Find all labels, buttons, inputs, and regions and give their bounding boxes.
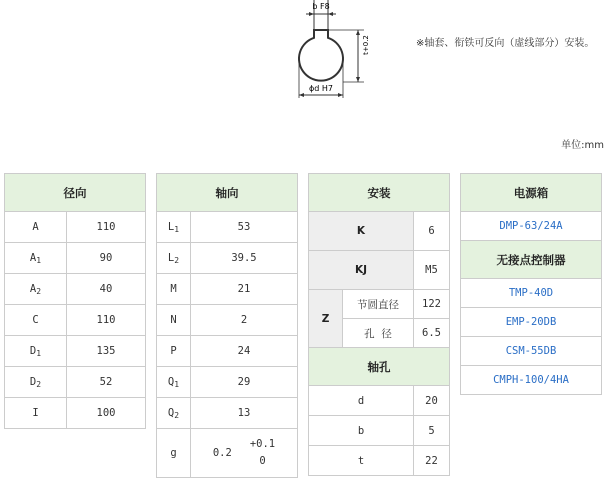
- k-label: K: [309, 212, 414, 251]
- dimension-name: $D_2$: [5, 367, 67, 398]
- table-row-g: [157, 429, 298, 478]
- hole-diameter-value: 6.5: [414, 319, 450, 348]
- table-row: [5, 243, 146, 274]
- dimension-name: P: [157, 336, 191, 367]
- table-row: [157, 367, 298, 398]
- dimension-value: 20: [414, 386, 450, 416]
- dimension-name: $Q_1$: [157, 367, 191, 398]
- radial-table: [4, 173, 146, 429]
- keyway-diagram: [290, 0, 380, 100]
- table-row: [157, 274, 298, 305]
- pitch-circle-value: 122: [414, 290, 450, 319]
- table-row: [309, 416, 450, 446]
- dimension-value: 135: [67, 336, 146, 367]
- dimension-value: 29: [191, 367, 298, 398]
- dimension-name: $D_1$: [5, 336, 67, 367]
- radial-title: 径向: [5, 174, 146, 212]
- table-row: [309, 446, 450, 476]
- dimension-name: $A_2$: [5, 274, 67, 305]
- table-row: [157, 243, 298, 274]
- dimension-name: d: [309, 386, 414, 416]
- tolerance: [250, 436, 275, 470]
- controller-model-link[interactable]: CMPH-100/4HA: [461, 366, 602, 395]
- dimension-value: 24: [191, 336, 298, 367]
- dimension-value: 90: [67, 243, 146, 274]
- install-table: [308, 173, 450, 476]
- table-row: [461, 279, 602, 308]
- table-row: [461, 366, 602, 395]
- dimension-value: 5: [414, 416, 450, 446]
- dimension-value: 53: [191, 212, 298, 243]
- contactless-controller-title: 无接点控制器: [461, 241, 602, 279]
- controller-model-link[interactable]: CSM-55DB: [461, 337, 602, 366]
- table-row: [5, 274, 146, 305]
- dimension-name: M: [157, 274, 191, 305]
- table-row: [461, 308, 602, 337]
- table-row: [309, 386, 450, 416]
- dimension-name: $A_1$: [5, 243, 67, 274]
- dimension-name: b: [309, 416, 414, 446]
- tolerance-upper: +0.1: [249, 438, 276, 450]
- table-row: [157, 336, 298, 367]
- dimension-value: 22: [414, 446, 450, 476]
- dimension-name: $L_2$: [157, 243, 191, 274]
- t-label: t+0.2: [362, 35, 370, 55]
- dimension-value: 52: [67, 367, 146, 398]
- z-label: Z: [309, 290, 343, 348]
- table-row: [5, 398, 146, 429]
- dimension-name: $L_1$: [157, 212, 191, 243]
- kj-label: KJ: [309, 251, 414, 290]
- dimension-value: 39.5: [191, 243, 298, 274]
- dimension-name: N: [157, 305, 191, 336]
- power-box-title: 电源箱: [461, 174, 602, 212]
- shaft-hole-title: 轴孔: [309, 348, 450, 386]
- dimension-name: I: [5, 398, 67, 429]
- dimension-value: 100: [67, 398, 146, 429]
- table-row: [5, 212, 146, 243]
- dimension-value: 21: [191, 274, 298, 305]
- axial-table: [156, 173, 298, 478]
- table-row: [5, 367, 146, 398]
- unit-label: 单位:mm: [561, 140, 604, 151]
- dimension-value: 40: [67, 274, 146, 305]
- mounting-note: ※轴套、衔铁可反向（虚线部分）安装。: [416, 38, 595, 49]
- tolerance-lower: 0: [259, 455, 266, 467]
- table-row: [309, 290, 450, 319]
- controller-model-link[interactable]: EMP-20DB: [461, 308, 602, 337]
- d-label: ϕd H7: [308, 84, 334, 93]
- table-row: [5, 336, 146, 367]
- controller-table: [460, 173, 602, 395]
- dimension-value: 0.2: [212, 447, 232, 459]
- table-row: [461, 337, 602, 366]
- kj-value: M5: [414, 251, 450, 290]
- dimension-name: A: [5, 212, 67, 243]
- table-row: [309, 212, 450, 251]
- dimension-value: 13: [191, 398, 298, 429]
- table-row: [157, 398, 298, 429]
- dimension-name: g: [157, 429, 191, 478]
- dimension-value: 110: [67, 212, 146, 243]
- dimension-name: $Q_2$: [157, 398, 191, 429]
- dimension-name: C: [5, 305, 67, 336]
- g-value-cell: [191, 429, 298, 478]
- dimension-value: 110: [67, 305, 146, 336]
- power-box-model-link[interactable]: DMP-63/24A: [461, 212, 602, 241]
- axial-title: 轴向: [157, 174, 298, 212]
- b-label: b F8: [312, 2, 330, 11]
- install-title: 安装: [309, 174, 450, 212]
- table-row: [5, 305, 146, 336]
- table-row: [309, 251, 450, 290]
- k-value: 6: [414, 212, 450, 251]
- dimension-name: t: [309, 446, 414, 476]
- shaft-hole-outline: [299, 30, 343, 81]
- table-row: [461, 212, 602, 241]
- pitch-circle-label: 节圆直径: [343, 290, 414, 319]
- table-row: [157, 212, 298, 243]
- hole-diameter-label: 孔 径: [343, 319, 414, 348]
- table-row: [157, 305, 298, 336]
- dimension-value: 2: [191, 305, 298, 336]
- controller-model-link[interactable]: TMP-40D: [461, 279, 602, 308]
